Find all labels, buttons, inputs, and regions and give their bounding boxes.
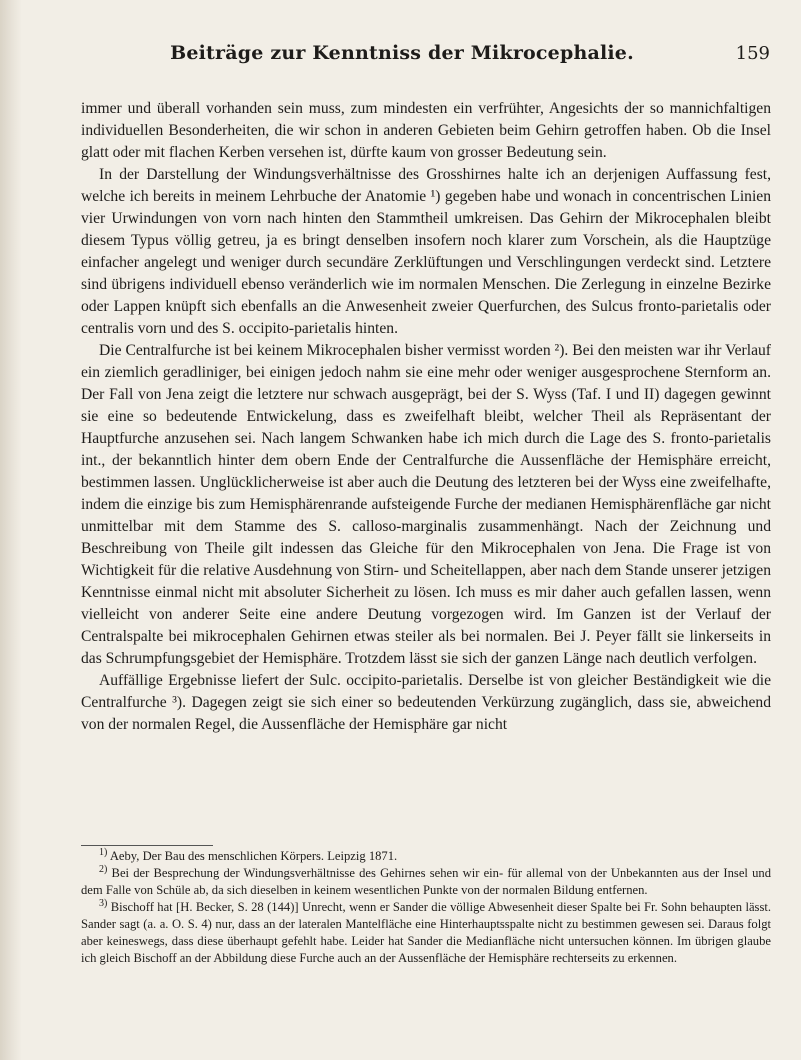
page-header (80, 42, 770, 72)
footnote-text: Bei der Besprechung der Windungsverhältnisse des Gehirnes sehen wir ein- für allemal von der Unbekannten aus der Insel und dem Falle von Schüle ab, da sich dieselben in keinem wesentlichen Punkte von der normalen Bildung entfernen. (81, 866, 771, 897)
footnote-marker: 3) (99, 897, 108, 909)
footnote-2 (81, 865, 771, 899)
paragraph: immer und überall vorhanden sein muss, zum mindesten ein verfrühter, Angesichts der so mannichfaltigen individuellen Besonderheiten, die wir schon in anderen Gebieten beim Gehirn getroffen haben. Ob die Insel glatt oder mit flachen Kerben versehen ist, dürfte kaum von grosser Bedeutung sein. (81, 100, 771, 161)
footnotes (81, 848, 771, 967)
footnote-3 (81, 899, 771, 967)
footnote-text: Aeby, Der Bau des menschlichen Körpers. Leipzig 1871. (109, 849, 398, 863)
paragraph: In der Darstellung der Windungsverhältnisse des Grosshirnes halte ich an derjenigen Auffassung fest, welche ich bereits in meinem Lehrbuche der Anatomie ¹) gegeben habe und wonach in concentrischen Linien vier Urwindungen von vorn nach hinten den Stammtheil umkreisen. Das Gehirn der Mikrocephalen bleibt diesem Typus völlig getreu, ja es bringt denselben insofern noch klarer zum Vorschein, als die Hauptzüge einfacher angelegt und weniger durch secundäre Zerklüftungen und Verschlingungen verdeckt sind. Letztere sind übrigens individuell ebenso veränderlich wie im normalen Menschen. Die Zerlegung in einzelne Bezirke oder Lappen knüpft sich ebenfalls an die Anwesenheit zweier Querfurchen, des Sulcus fronto-parietalis oder centralis vorn und des S. occipito-parietalis hinten. (81, 166, 771, 337)
footnote-text: Bischoff hat [H. Becker, S. 28 (144)] Unrecht, wenn er Sander die völlige Abwesenheit dieser Spalte bei Fr. Sohn behaupten lässt. Sander sagt (a. a. O. S. 4) nur, dass an der lateralen Mantelfläche eine Hinterhauptsspalte nicht zu bestimmen gewesen sei. Daraus folgt aber keineswegs, dass diese überhaupt gefehlt habe. Leider hat Sander die Medianfläche nicht untersuchen können. Im übrigen glaube ich gleich Bischoff an der Abbildung diese Furche auch an der Aussenfläche der Hemisphäre rechterseits zu erkennen. (81, 900, 772, 965)
page-gutter-shadow (0, 0, 22, 1060)
footnote-marker: 1) (99, 846, 108, 858)
main-text (81, 98, 771, 736)
footnote-marker: 2) (99, 863, 108, 875)
paragraph: Auffällige Ergebnisse liefert der Sulc. occipito-parietalis. Derselbe ist von gleicher Beständigkeit wie die Centralfurche ³). Dagegen zeigt sie sich einer so bedeutenden Verkürzung zugänglich, dass sie, abweichend von der normalen Regel, die Aussenfläche der Hemisphäre gar nicht (81, 672, 771, 733)
running-title: Beiträge zur Kenntniss der Mikrocephalie. (170, 42, 634, 64)
paragraph: Die Centralfurche ist bei keinem Mikrocephalen bisher vermisst worden ²). Bei den meisten war ihr Verlauf ein ziemlich geradliniger, bei einigen jedoch nahm sie eine mehr oder weniger ausgesprochene Sternform an. Der Fall von Jena zeigt die letztere nur schwach ausgeprägt, bei der S. Wyss (Taf. I und II) dagegen gewinnt sie eine so bedeutende Entwickelung, dass es zweifelhaft bleibt, welcher Theil als Repräsentant der Hauptfurche anzusehen sei. Nach langem Schwanken habe ich mich durch die Lage des S. fronto-parietalis int., der bekanntlich hinter dem obern Ende der Centralfurche die Aussenfläche der Hemisphäre erreicht, bestimmen lassen. Unglücklicherweise ist aber auch die Deutung des letzteren bei der Wyss eine zweifelhafte, indem die einzige bis zum Hemisphärenrande aufsteigende Furche der medianen Hemisphärenfläche gar nicht unmittelbar mit dem Stamme des S. calloso-marginalis zusammenhängt. Nach der Zeichnung und Beschreibung von Theile gilt indessen das Gleiche für den Mikrocephalen von Jena. Die Frage ist von Wichtigkeit für die relative Ausdehnung von Stirn- und Scheitellappen, aber nach dem Stande unserer jetzigen Kenntnisse einmal nicht mit absoluter Sicherheit zu lösen. Ich muss es mir daher auch gefallen lassen, wenn vielleicht von anderer Seite eine andere Deutung vorgezogen wird. Im Ganzen ist der Verlauf der Centralspalte bei mikrocephalen Gehirnen etwas steiler als bei normalen. Bei J. Peyer fällt sie linkerseits in das Schrumpfungsgebiet der Hemisphäre. Trotzdem lässt sie sich der ganzen Länge nach deutlich verfolgen. (81, 342, 771, 667)
page-number: 159 (735, 43, 770, 64)
footnote-1 (81, 848, 771, 865)
